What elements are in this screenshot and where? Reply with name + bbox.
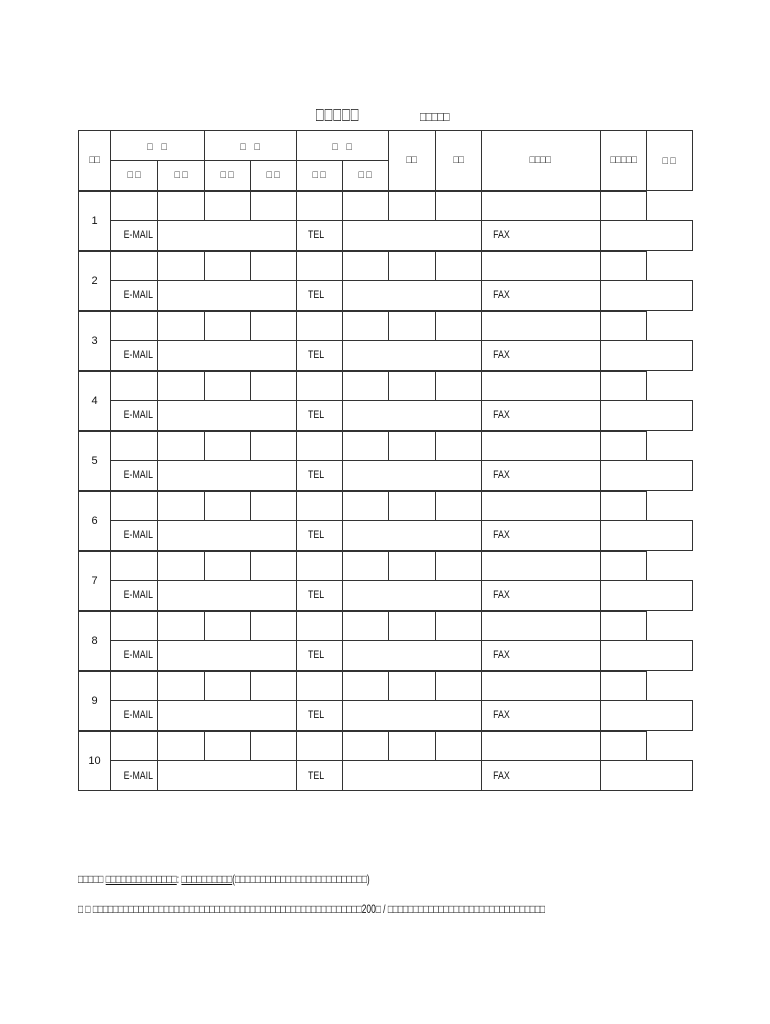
entry-input-cell[interactable] [296,191,342,221]
entry-input-cell[interactable] [342,491,388,521]
entry-input-cell[interactable] [481,671,600,701]
entry-input-cell[interactable] [388,671,435,701]
entry-input-cell[interactable] [157,311,204,341]
entry-input-cell[interactable] [111,371,158,401]
entry-input-cell[interactable] [204,191,250,221]
header-row-1 [79,131,693,161]
entry-input-cell[interactable] [481,551,600,581]
entry-input-cell[interactable] [388,731,435,761]
entry-row [79,551,693,581]
fax-label: FAX [481,761,600,791]
entry-input-cell[interactable] [157,371,204,401]
entry-number: 3 [79,311,111,371]
entry-input-cell[interactable] [342,311,388,341]
fax-label: FAX [481,341,600,371]
entry-input-cell[interactable] [435,551,481,581]
entry-input-cell[interactable] [388,191,435,221]
fax-input-cell[interactable] [600,341,692,371]
entry-input-cell[interactable] [250,491,296,521]
fax-input-cell[interactable] [600,581,692,611]
fax-input-cell[interactable] [600,701,692,731]
entry-input-cell[interactable] [435,251,481,281]
entry-input-cell[interactable] [600,551,646,581]
entry-input-cell[interactable] [296,731,342,761]
entry-input-cell[interactable] [296,251,342,281]
header-sub-1a: □ □ [111,161,158,191]
entry-number: 2 [79,251,111,311]
entry-input-cell[interactable] [250,551,296,581]
footer-note-2-text-a: □□□□□□□□□□□□□□□□□□□□□□□□□□□□□□□□□□□□□□□□□□□□□□□□□□□□□ [92,902,362,916]
email-label: E-MAIL [111,701,158,731]
tel-input-cell[interactable] [342,641,481,671]
entry-input-cell[interactable] [388,371,435,401]
entry-contact-row [79,581,693,611]
entry-number: 1 [79,191,111,251]
fax-label: FAX [481,401,600,431]
entry-contact-row [79,761,693,791]
tel-input-cell[interactable] [342,401,481,431]
email-label: E-MAIL [111,281,158,311]
entry-contact-row [79,461,693,491]
email-input-cell[interactable] [157,461,296,491]
entry-input-cell[interactable] [250,311,296,341]
email-input-cell[interactable] [157,701,296,731]
tel-label: TEL [296,281,342,311]
footer-note-1-rest: (□□□□□□□□□□□□□□□□□□□□□□□□□□) [232,872,370,886]
tel-label: TEL [296,761,342,791]
tel-label: TEL [296,341,342,371]
entry-number: 9 [79,671,111,731]
email-label: E-MAIL [111,461,158,491]
entry-input-cell[interactable] [204,731,250,761]
entry-input-cell[interactable] [296,431,342,461]
email-label: E-MAIL [111,521,158,551]
entry-input-cell[interactable] [435,491,481,521]
entry-input-cell[interactable] [250,431,296,461]
email-input-cell[interactable] [157,581,296,611]
fax-label: FAX [481,641,600,671]
entry-input-cell[interactable] [157,491,204,521]
entry-input-cell[interactable] [388,251,435,281]
entry-input-cell[interactable] [435,311,481,341]
entry-input-cell[interactable] [600,671,646,701]
entry-input-cell[interactable] [157,431,204,461]
entry-input-cell[interactable] [388,311,435,341]
footer-note-1-label: □□□□□ [78,872,104,886]
entry-input-cell[interactable] [481,191,600,221]
entry-input-cell[interactable] [157,191,204,221]
tel-input-cell[interactable] [342,521,481,551]
email-input-cell[interactable] [157,281,296,311]
entry-input-cell[interactable] [250,251,296,281]
entry-input-cell[interactable] [481,251,600,281]
entry-input-cell[interactable] [435,371,481,401]
entry-input-cell[interactable] [111,251,158,281]
entry-input-cell[interactable] [250,371,296,401]
entry-input-cell[interactable] [157,251,204,281]
entry-input-cell[interactable] [296,371,342,401]
entry-input-cell[interactable] [342,731,388,761]
entry-input-cell[interactable] [342,551,388,581]
entry-input-cell[interactable] [388,551,435,581]
tel-input-cell[interactable] [342,281,481,311]
header-col-7: □□ [388,131,435,191]
entry-input-cell[interactable] [481,491,600,521]
entry-input-cell[interactable] [342,251,388,281]
entry-input-cell[interactable] [481,731,600,761]
tel-label: TEL [296,221,342,251]
email-label: E-MAIL [111,581,158,611]
entry-input-cell[interactable] [435,611,481,641]
entry-number: 5 [79,431,111,491]
footer-note-1-underlined-a: □□□□□□□□□□□□□□ [105,872,177,886]
entry-input-cell[interactable] [111,551,158,581]
entry-input-cell[interactable] [250,611,296,641]
entry-input-cell[interactable] [600,611,646,641]
entry-input-cell[interactable] [435,671,481,701]
entry-input-cell[interactable] [296,311,342,341]
entry-input-cell[interactable] [342,611,388,641]
entry-number: 7 [79,551,111,611]
entry-input-cell[interactable] [204,611,250,641]
fax-label: FAX [481,461,600,491]
entry-row [79,191,693,221]
header-group-1: □ □ [111,131,205,161]
entry-input-cell[interactable] [600,731,646,761]
footer-note-1-colon: : [176,872,180,886]
entry-input-cell[interactable] [111,311,158,341]
entry-input-cell[interactable] [111,431,158,461]
entry-input-cell[interactable] [204,671,250,701]
email-input-cell[interactable] [157,341,296,371]
entry-contact-row [79,341,693,371]
entry-input-cell[interactable] [342,431,388,461]
entry-input-cell[interactable] [388,611,435,641]
header-col-11: □ □ [646,131,692,191]
fax-input-cell[interactable] [600,641,692,671]
tel-input-cell[interactable] [342,761,481,791]
entry-input-cell[interactable] [435,731,481,761]
email-input-cell[interactable] [157,641,296,671]
entry-input-cell[interactable] [600,311,646,341]
header-col-8: □□ [435,131,481,191]
entry-row [79,611,693,641]
entry-input-cell[interactable] [600,191,646,221]
email-input-cell[interactable] [157,221,296,251]
header-group-2: □ □ [204,131,296,161]
entry-input-cell[interactable] [600,251,646,281]
email-label: E-MAIL [111,761,158,791]
entry-input-cell[interactable] [250,731,296,761]
entry-input-cell[interactable] [204,431,250,461]
entry-input-cell[interactable] [388,491,435,521]
fax-input-cell[interactable] [600,221,692,251]
entry-number: 4 [79,371,111,431]
email-label: E-MAIL [111,341,158,371]
tel-label: TEL [296,401,342,431]
fax-label: FAX [481,221,600,251]
entry-input-cell[interactable] [296,491,342,521]
entry-input-cell[interactable] [250,671,296,701]
document-title: □□□□□ [316,104,360,126]
footer-note-1-underlined-b: □□□□□□□□□□ [181,872,233,886]
entry-input-cell[interactable] [157,731,204,761]
entry-input-cell[interactable] [204,251,250,281]
entry-input-cell[interactable] [435,431,481,461]
fax-input-cell[interactable] [600,521,692,551]
entry-row [79,251,693,281]
entry-input-cell[interactable] [204,551,250,581]
entry-input-cell[interactable] [157,671,204,701]
entry-input-cell[interactable] [342,371,388,401]
tel-label: TEL [296,521,342,551]
entry-input-cell[interactable] [600,431,646,461]
entry-input-cell[interactable] [111,671,158,701]
entry-input-cell[interactable] [296,551,342,581]
tel-label: TEL [296,581,342,611]
entry-input-cell[interactable] [600,371,646,401]
entry-input-cell[interactable] [157,551,204,581]
footer-note-2-label: □ □ [78,902,91,916]
tel-label: TEL [296,461,342,491]
entry-contact-row [79,701,693,731]
entry-number: 10 [79,731,111,791]
entry-input-cell[interactable] [250,191,296,221]
header-sub-1b: □ □ [157,161,204,191]
entry-input-cell[interactable] [204,491,250,521]
footer-note-2 [78,902,545,916]
footer-note-2-text-b: □ / □□□□□□□□□□□□□□□□□□□□□□□□□□□□□□□ [375,902,546,916]
email-label: E-MAIL [111,221,158,251]
fax-label: FAX [481,521,600,551]
fax-label: FAX [481,581,600,611]
footer-note-2-number: 200 [361,902,376,916]
header-col-9: □□□□ [481,131,600,191]
entry-row [79,671,693,701]
tel-input-cell[interactable] [342,341,481,371]
header-no: □□ [79,131,111,191]
footer-note-1 [78,872,370,886]
entry-input-cell[interactable] [481,371,600,401]
entry-input-cell[interactable] [157,611,204,641]
entry-contact-row [79,221,693,251]
header-col-10: □□□□□ [600,131,646,191]
entry-number: 8 [79,611,111,671]
fax-label: FAX [481,281,600,311]
fax-input-cell[interactable] [600,461,692,491]
registration-table [78,130,693,791]
header-group-3: □ □ [296,131,388,161]
fax-input-cell[interactable] [600,761,692,791]
entry-row [79,491,693,521]
entry-input-cell[interactable] [111,191,158,221]
email-input-cell[interactable] [157,401,296,431]
header-sub-2a: □ □ [204,161,250,191]
tel-input-cell[interactable] [342,581,481,611]
document-subtitle: □□□□□ [420,109,450,124]
entry-input-cell[interactable] [296,671,342,701]
entry-row [79,371,693,401]
entry-contact-row [79,521,693,551]
entry-contact-row [79,401,693,431]
email-input-cell[interactable] [157,761,296,791]
email-input-cell[interactable] [157,521,296,551]
entry-input-cell[interactable] [111,731,158,761]
tel-label: TEL [296,701,342,731]
entry-input-cell[interactable] [342,191,388,221]
header-sub-3a: □ □ [296,161,342,191]
fax-input-cell[interactable] [600,281,692,311]
tel-input-cell[interactable] [342,221,481,251]
tel-input-cell[interactable] [342,461,481,491]
entry-input-cell[interactable] [296,611,342,641]
entry-input-cell[interactable] [481,431,600,461]
entry-input-cell[interactable] [600,491,646,521]
entry-contact-row [79,641,693,671]
entry-input-cell[interactable] [342,671,388,701]
entry-input-cell[interactable] [111,491,158,521]
email-label: E-MAIL [111,641,158,671]
entry-row [79,731,693,761]
header-sub-2b: □ □ [250,161,296,191]
entry-row [79,311,693,341]
entry-input-cell[interactable] [204,371,250,401]
fax-input-cell[interactable] [600,401,692,431]
entry-input-cell[interactable] [435,191,481,221]
entry-input-cell[interactable] [111,611,158,641]
entry-contact-row [79,281,693,311]
entry-input-cell[interactable] [204,311,250,341]
entry-number: 6 [79,491,111,551]
entry-input-cell[interactable] [481,611,600,641]
header-sub-3b: □ □ [342,161,388,191]
entry-input-cell[interactable] [388,431,435,461]
tel-label: TEL [296,641,342,671]
fax-label: FAX [481,701,600,731]
entry-row [79,431,693,461]
email-label: E-MAIL [111,401,158,431]
tel-input-cell[interactable] [342,701,481,731]
entry-input-cell[interactable] [481,311,600,341]
